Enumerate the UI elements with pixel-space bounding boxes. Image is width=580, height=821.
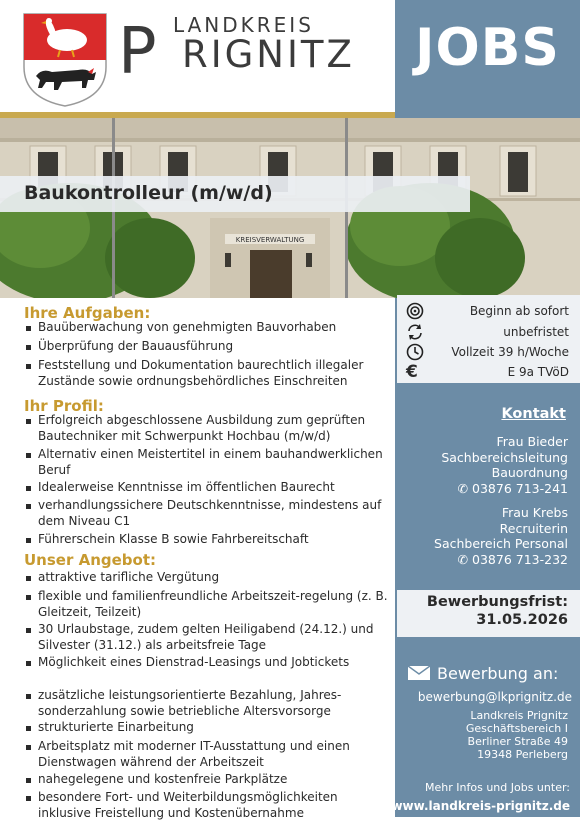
- photo-sign-text: KREISVERWALTUNG: [235, 236, 305, 244]
- heading-angebot: Unser Angebot:: [24, 551, 156, 569]
- logo-prignitz: RIGNITZ: [182, 33, 355, 76]
- contact2-department: Sachbereich Personal: [434, 536, 568, 551]
- refresh-icon: [406, 323, 424, 341]
- coat-of-arms-icon: [22, 12, 108, 108]
- list-item: flexible und familienfreundliche Arbeitszeit-regelung (z. B. Gleitzeit, Teilzeit): [38, 589, 390, 620]
- logo-letter-p: P: [118, 15, 158, 89]
- address-line: 19348 Perleberg: [477, 748, 568, 761]
- list-item: attraktive tarifliche Vergütung: [38, 570, 390, 586]
- more-info-label: Mehr Infos und Jobs unter:: [425, 781, 570, 794]
- contact2-role: Recruiterin: [499, 521, 568, 536]
- logo-landkreis: LANDKREIS: [173, 13, 314, 37]
- mail-icon: [408, 666, 430, 680]
- application-title: Bewerbung an:: [437, 664, 559, 683]
- list-item: besondere Fort- und Weiterbildungsmöglichkeiten inklusive Freistellung und Kostenübernahme: [38, 790, 390, 821]
- fact-befristung: [397, 322, 580, 342]
- list-item: Alternativ einen Meistertitel in einem bauhandwerklichen Beruf: [38, 447, 390, 478]
- website-link[interactable]: www.landkreis-prignitz.de: [391, 799, 570, 813]
- fact-beginn: [397, 301, 580, 321]
- kontakt-title: Kontakt: [501, 406, 566, 422]
- list-item: Erfolgreich abgeschlossene Ausbildung zum geprüften Bautechniker mit Schwerpunkt Hochbau (m/w/d): [38, 413, 390, 444]
- list-item: nahegelegene und kostenfreie Parkplätze: [38, 772, 390, 788]
- phone-icon: ✆: [457, 481, 473, 496]
- header: [0, 0, 395, 112]
- address-line: Berliner Straße 49: [467, 735, 568, 748]
- jobs-title: JOBS: [415, 18, 560, 78]
- deadline-box: [397, 590, 580, 637]
- contact2-name: Frau Krebs: [501, 505, 568, 520]
- phone-icon: ✆: [457, 552, 473, 567]
- fact-arbeitszeit: [397, 342, 580, 362]
- heading-aufgaben: Ihre Aufgaben:: [24, 304, 151, 322]
- contact1-phone-number: 03876 713-241: [472, 481, 568, 496]
- fact-befristung-text: unbefristet: [503, 325, 569, 339]
- list-item: Feststellung und Dokumentation baurechtlich illegaler Zustände sowie ordnungsbehördliches Einschreiten: [38, 358, 390, 389]
- list-item: zusätzliche leistungsorientierte Bezahlung, Jahres-sonderzahlung sowie betriebliche Altersvorsorge: [38, 688, 390, 719]
- contact1-name: Frau Bieder: [496, 434, 568, 449]
- list-item: Bauüberwachung von genehmigten Bauvorhaben: [38, 320, 390, 336]
- address-line: Landkreis Prignitz: [470, 709, 568, 722]
- list-item: strukturierte Einarbeitung: [38, 720, 390, 736]
- heading-profil: Ihr Profil:: [24, 397, 104, 415]
- list-item: Überprüfung der Bauausführung: [38, 339, 390, 355]
- list-item: Führerschein Klasse B sowie Fahrbereitschaft: [38, 532, 390, 548]
- deadline-label: Bewerbungsfrist:: [426, 594, 568, 610]
- contact1-role: Sachbereichsleitung: [441, 450, 568, 465]
- list-item: Arbeitsplatz mit moderner IT-Ausstattung und einen Dienstwagen während der Arbeitszeit: [38, 739, 390, 770]
- clock-icon: [406, 343, 424, 361]
- list-item: Idealerweise Kenntnisse im öffentlichen Baurecht: [38, 480, 390, 496]
- start-icon: [406, 302, 424, 320]
- deadline-date: 31.05.2026: [476, 612, 568, 628]
- application-email-link[interactable]: bewerbung@lkprignitz.de: [417, 690, 572, 704]
- list-item: Möglichkeit eines Dienstrad-Leasings und Jobtickets: [38, 655, 390, 671]
- list-item: verhandlungssichere Deutschkenntnisse, mindestens auf dem Niveau C1: [38, 498, 390, 529]
- fact-entgelt: [397, 362, 580, 382]
- fact-entgelt-text: E 9a TVöD: [507, 365, 569, 379]
- contact2-phone-number: 03876 713-232: [472, 552, 568, 567]
- list-item: 30 Urlaubstage, zudem gelten Heiligabend (24.12.) und Silvester (31.12.) als arbeitsfreie Tage: [38, 622, 390, 653]
- contact2-phone[interactable]: [458, 552, 568, 568]
- address-line: Geschäftsbereich I: [465, 722, 568, 735]
- euro-icon: €: [406, 362, 418, 382]
- job-title: Baukontrolleur (m/w/d): [24, 182, 273, 204]
- fact-beginn-text: Beginn ab sofort: [469, 304, 569, 318]
- contact1-phone[interactable]: [458, 481, 568, 497]
- fact-arbeitszeit-text: Vollzeit 39 h/Woche: [451, 345, 569, 359]
- job-facts: [397, 295, 580, 383]
- contact1-department: Bauordnung: [491, 465, 568, 480]
- postal-address: [466, 709, 568, 761]
